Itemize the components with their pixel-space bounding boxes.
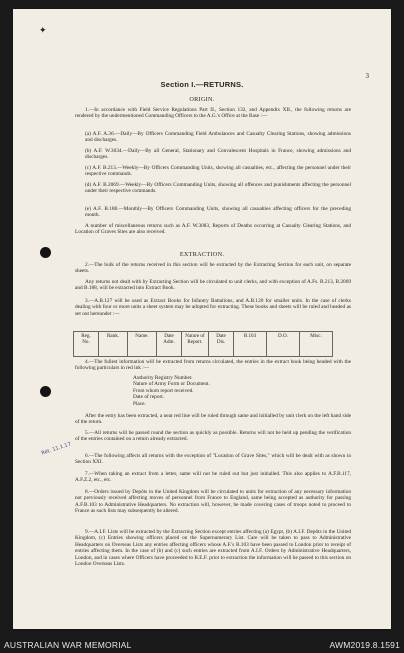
paragraph-4: 4.—The fullest information will be extracted from returns circulated, the entries in the extract book being headed with the following particulars in red ink :— <box>75 359 351 372</box>
table-header: Nature of Report. <box>182 332 209 357</box>
paragraph-6: 6.—The following affects all returns with the exception of "Location of Grave Sites," which will be dealt with as shown in Section XXI. <box>75 453 351 466</box>
table-header: Rank. <box>99 332 128 357</box>
list-item-d: (d) A.F. B.2069.—Weekly—By Officers Commanding Units, showing all offences and punishments affecting the personnel under their respective commands. <box>85 182 351 195</box>
handwritten-annotation: Ret. 11.1.17 <box>40 441 72 457</box>
list-item-a: (a) A.F. A.36.—Daily—By Officers Commanding Field Ambulances and Casualty Clearing Stations, showing admissions and discharges. <box>85 131 351 144</box>
footer-institution: AUSTRALIAN WAR MEMORIAL <box>4 640 132 650</box>
table-header-row <box>74 332 333 357</box>
document-page <box>13 9 391 629</box>
paragraph-8: 8.—Orders issued by Depôts in the United Kingdom will be circulated to units for extraction of any necessary information not previously received affecting moves of personnel from France to England, same being accepted as authority for passing A.F.B.103 to Administrative Headquarters. No extraction will, however, be made covering cases of troops noted to proceed to France as such lists may subsequently be altered. <box>75 489 351 515</box>
table-header: Name. <box>128 332 157 357</box>
section-title: Section I.—RETURNS. <box>160 80 244 89</box>
paragraph-9: 9.—A.I.F. Lists will be extracted by the Extracting Section except entries affecting (a) Egypt, (b) A.I.F. Depôts in the United Kingdom, (c) Entries showing officers placed on the Supernumerary List. Care will be taken to pass to Administrative Headquarters on Overseas Lists any entries affecting officers whose A.F.'s B.103 have been passed to London prior to receipt of entries affecting them. In the case of (b) and (c) such entries are extracted from A.I.F. Orders by Administrative Headquarters, London, and in cases where Officers have proceeded to B.E.F. prior to extraction the information will be passed to this section on London Overseas Lists. <box>75 529 351 568</box>
list-item-b: (b) A.F. W.3034.—Daily—By all General, Stationary and Convalescent Hospitals in France, showing admissions and discharges. <box>85 148 351 161</box>
paragraph-misc: A number of miscellaneous returns such as A.F. W.3083, Reports of Deaths occurring at Casualty Clearing Stations, and Location of Graves Sites are also received. <box>75 223 351 236</box>
table-header: D.O. <box>267 332 300 357</box>
extract-book-ruling-table <box>73 331 333 357</box>
list-item: Nature of Army Form or Document. <box>133 381 210 388</box>
list-item-e: (e) A.F. B.188.—Monthly—By Officers Commanding Units, showing all casualties affecting officers for the preceding month. <box>85 206 351 219</box>
list-item-c: (c) A.F. B.213.—Weekly—By Officers Commanding Units, showing all casualties, etc., affecting the personnel under their respective commands. <box>85 165 351 178</box>
paragraph-4b: After the entry has been extracted, a neat red line will be ruled through same and initialled by unit clerk on the left hand side of the return. <box>75 413 351 426</box>
list-item: Place. <box>133 400 146 407</box>
particulars-list <box>133 375 333 407</box>
paragraph-3: 3.—A.B.127 will be used as Extract Books for Infantry Battalions, and A.B.120 for smaller units. In the case of clerks dealing with four or more units a sheet system may be adopted for extracting. These books and sheets will be ruled and headed as set out hereunder :— <box>75 298 351 317</box>
list-item: From whom report received. <box>133 387 194 394</box>
paragraph-5: 5.—All returns will be passed round the section as quickly as possible. Returns will not be held up pending the verification of the entries contained on a return already extracted. <box>75 430 351 443</box>
list-item: Authority Registry Number. <box>133 375 193 381</box>
table-header: Reg. No. <box>74 332 99 357</box>
paragraph-1: 1.—In accordance with Field Service Regulations Part II., Section 132, and Appendix XII., the following returns are rendered by the undermentioned Commanding Officers to the A.G.'s Office at the Base :— <box>75 107 351 120</box>
paragraph-7: 7.—When taking an extract from a letter, same will not be ruled out but just initialled. This also applies to A.F.B.117, A.F.Z.2, etc., etc. <box>75 471 351 484</box>
table-header: Date Dis. <box>209 332 234 357</box>
extraction-heading: EXTRACTION. <box>179 251 225 258</box>
paragraph-2: 2.—The bulk of the returns received in this section will be extracted by the Extracting Section for each unit, on separate sheets. <box>75 262 351 275</box>
ink-mark: ✦ <box>39 25 47 35</box>
footer-bar <box>0 638 404 653</box>
page-number: 3 <box>365 72 369 80</box>
punch-hole-bottom <box>40 386 51 397</box>
list-item: Date of report. <box>133 394 165 401</box>
table-header: Misc. <box>300 332 333 357</box>
table-header: Date Adm. <box>157 332 182 357</box>
origin-heading: ORIGIN. <box>189 96 215 103</box>
footer-accession-number: AWM2019.8.1591 <box>329 640 400 650</box>
paragraph-2b: Any returns not dealt with by Extracting Section will be circulated to unit clerks, and with exception of A.Fs. B.213, B.2069 and B.188, will be extracted into Extract Book. <box>75 279 351 292</box>
table-header: B.103 <box>234 332 267 357</box>
